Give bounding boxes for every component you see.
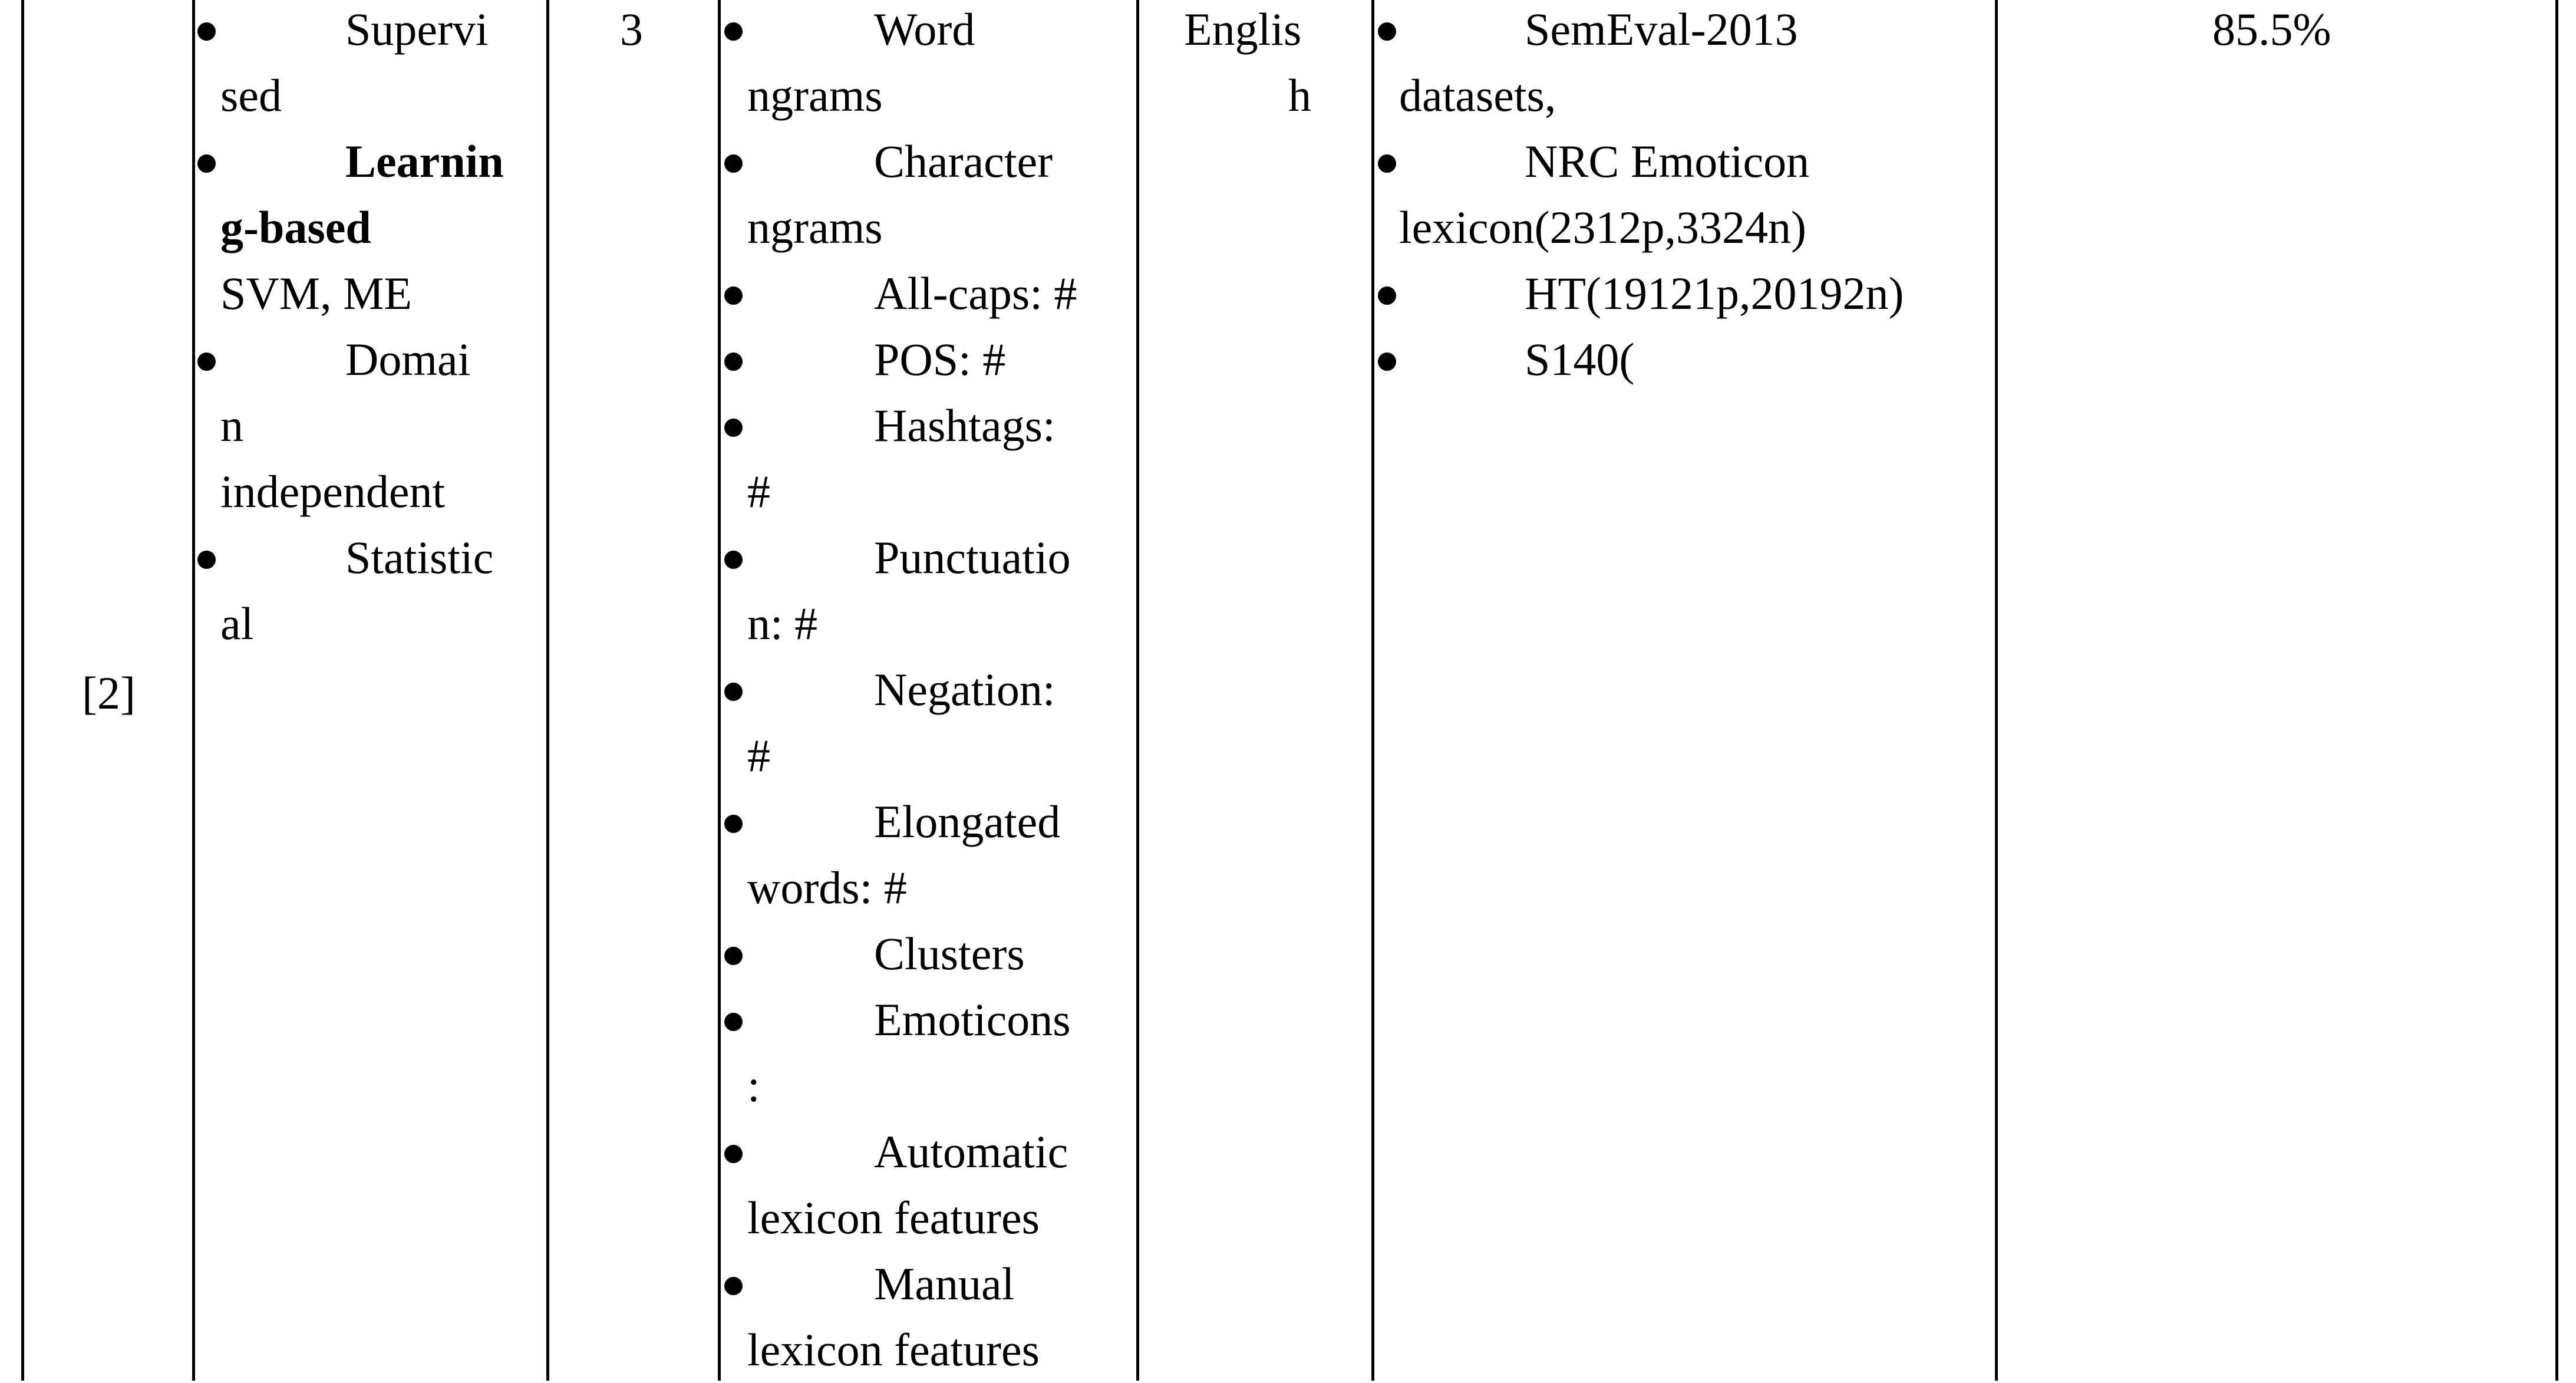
- language-line: h: [1288, 70, 1311, 121]
- feature-line: Character: [874, 136, 1053, 187]
- bullet-icon: [1378, 154, 1396, 173]
- feature-line: Hashtags:: [874, 400, 1056, 451]
- approach-line: SVM, ME: [220, 268, 413, 319]
- accuracy-text: 85.5%: [2212, 4, 2331, 55]
- approach-line: sed: [220, 70, 282, 121]
- bullet-icon: [197, 22, 216, 41]
- bullet-icon: [197, 551, 216, 569]
- feature-line: ngrams: [747, 70, 883, 121]
- feature-line: lexicon features: [747, 1324, 1040, 1375]
- approach-line: g-based: [220, 202, 371, 253]
- feature-line: Negation:: [874, 664, 1056, 715]
- feature-line: n: #: [747, 598, 818, 649]
- feature-line: Manual: [874, 1258, 1015, 1309]
- feature-line: Elongated: [874, 796, 1061, 847]
- dataset-line: datasets,: [1399, 70, 1556, 121]
- approach-line: Statistic: [345, 532, 494, 583]
- bullet-icon: [724, 353, 743, 371]
- feature-line: #: [747, 466, 770, 517]
- cell-reference: [24, 0, 192, 1381]
- dataset-line: S140(: [1525, 334, 1635, 385]
- feature-line: Emoticons: [874, 994, 1071, 1045]
- bullet-icon: [197, 154, 216, 173]
- feature-line: POS: #: [874, 334, 1006, 385]
- approach-line: Learnin: [345, 136, 504, 187]
- approach-line: n: [220, 400, 243, 451]
- bullet-icon: [724, 154, 743, 173]
- feature-line: Automatic: [874, 1126, 1068, 1177]
- bullet-icon: [1378, 353, 1396, 371]
- bullet-icon: [724, 815, 743, 833]
- approach-line: Supervi: [345, 4, 489, 55]
- bullet-icon: [1378, 287, 1396, 305]
- cell-datasets: [1374, 0, 1995, 1381]
- bullet-icon: [724, 683, 743, 701]
- dataset-line: HT(19121p,20192n): [1525, 268, 1904, 319]
- feature-line: lexicon features: [747, 1192, 1040, 1243]
- bullet-icon: [197, 353, 216, 371]
- approach-line: Domai: [345, 334, 471, 385]
- bullet-icon: [1378, 22, 1396, 41]
- bullet-icon: [724, 551, 743, 569]
- bullet-icon: [724, 1145, 743, 1163]
- reference-text: [2]: [82, 667, 136, 719]
- approach-line: independent: [220, 466, 446, 517]
- language-line: Englis: [1184, 4, 1302, 55]
- feature-line: :: [747, 1060, 760, 1111]
- feature-line: #: [747, 730, 770, 781]
- feature-line: Punctuatio: [874, 532, 1071, 583]
- cell-language: [1139, 0, 1371, 1381]
- approach-line: al: [220, 598, 254, 649]
- dataset-line: SemEval-2013: [1525, 4, 1798, 55]
- table-border-right: [2555, 0, 2558, 1381]
- bullet-icon: [724, 1013, 743, 1031]
- cell-classes: [549, 0, 718, 1381]
- classes-text: 3: [620, 4, 643, 55]
- dataset-line: NRC Emoticon: [1525, 136, 1810, 187]
- feature-line: Clusters: [874, 928, 1025, 979]
- bullet-icon: [724, 287, 743, 305]
- cell-accuracy: [1998, 0, 2555, 1381]
- feature-line: words: #: [747, 862, 907, 913]
- bullet-icon: [724, 1277, 743, 1295]
- feature-line: Word: [874, 4, 975, 55]
- bullet-icon: [724, 22, 743, 41]
- bullet-icon: [724, 947, 743, 965]
- dataset-line: lexicon(2312p,3324n): [1399, 202, 1807, 253]
- cell-features: [721, 0, 1136, 1381]
- feature-line: ngrams: [747, 202, 883, 253]
- cell-approach: [195, 0, 546, 1381]
- bullet-icon: [724, 419, 743, 437]
- feature-line: All-caps: #: [874, 268, 1077, 319]
